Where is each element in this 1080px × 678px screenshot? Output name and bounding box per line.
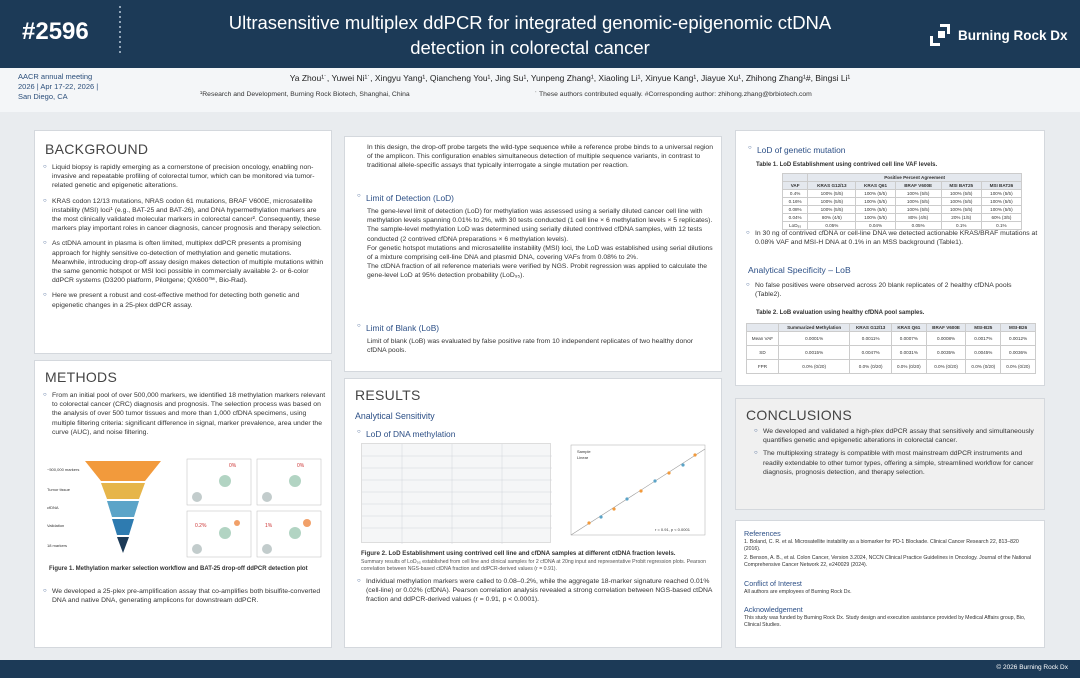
design-lod-panel — [344, 136, 722, 372]
results-panel — [344, 378, 722, 648]
plot-label-4: 1% — [265, 523, 273, 529]
background-bullet-1: ○ Liquid biopsy is rapidly emerging as a cornerstone of precision oncology, enabling non-invasive and repeatable profiling of colorectal tumor, which can be monitored via tumor-related genetic and epigenetic alterations. — [43, 163, 327, 191]
figure-2-note: Summary results of LoD₉₅ established from cell line and clinical samples for 2 cfDNA at 20ng input and representative Probit regression plots. Pearson correlation between NGS-based ctDNA fraction and ddPCR-derived values (r = 0.91). — [361, 559, 706, 572]
company-logo — [930, 22, 1068, 48]
ddpcr-plot-3 — [187, 511, 251, 557]
correlation-stat: r = 0.91, p < 0.0001 — [655, 527, 690, 532]
methods-bullet-2: ○ We developed a 25-plex pre-amplification assay that co-amplifies both bisulfite-converted DNA and native DNA, generating amplicons for downstream ddPCR. — [43, 587, 327, 605]
background-title: BACKGROUND — [45, 141, 149, 157]
table-1-head: BRAF V600E — [895, 182, 941, 190]
footer-bar — [0, 660, 1080, 678]
conclusions-panel — [735, 398, 1045, 510]
ddpcr-plot-4 — [257, 511, 321, 557]
table-2-title: Table 2. LoB evaluation using healthy cfDNA pool samples. — [756, 310, 925, 316]
funnel-tier-4 — [112, 519, 134, 535]
table-2-row: SD 0.0015% 0.0047% 0.0031% 0.0035% 0.0045% 0.0036% — [747, 346, 1036, 360]
lob-paragraph: Limit of blank (LoB) was evaluated by false positive rate from 10 independent replicates of two healthy donor cfDNA pools. — [367, 338, 694, 355]
table-1-subhead: Positive Percent Agreement — [808, 174, 1022, 182]
figure-2-caption: Figure 2. LoD Establishment using contrived cell line and cfDNA samples at different ctDNA fraction levels. — [361, 550, 676, 557]
table-1-row: LoD₉₅ 0.05% 0.04% 0.05% 0.1% 0.1% — [783, 222, 1022, 230]
lod-summary-table — [361, 443, 551, 543]
table-1-row: 0.4% 100% (5/5) 100% (5/5) 100% (5/5) 100% (5/5) 100% (5/5) — [783, 190, 1022, 198]
genetic-bullet-1: ○ In 30 ng of contrived cfDNA or cell-line DNA we detected actionable KRAS/BRAF mutations at 0.08% VAF and MSI-H DNA at 0.1% in an MSS background (Table1). — [746, 229, 1038, 247]
funnel-tier-5 — [117, 537, 129, 553]
funnel-tier-2 — [101, 483, 145, 499]
title-line-2: detection in colorectal cancer — [410, 37, 650, 58]
ddpcr-plot-1 — [187, 459, 251, 505]
references-panel — [735, 520, 1045, 648]
lod-paragraph-3: The ctDNA fraction of all reference materials were verified by NGS. Probit regression was applied to calculate the gene-level LoD at 95% detection probability (LoD₉₅). — [367, 263, 708, 280]
legend-linear: Linear — [577, 455, 589, 460]
table-1-head: KRAS G12/13 — [808, 182, 856, 190]
funnel-label-3: cfDNA — [47, 505, 59, 510]
reference-2: 2. Benson, A. B., et al. Colon Cancer, Version 3.2024, NCCN Clinical Practice Guidelines in Oncology. Journal of the National Comprehensive Cancer Network 22, e240029 (2024). — [744, 555, 1032, 568]
table-1-head: MSI BAT26 — [981, 182, 1021, 190]
table-1-head: MSI BAT25 — [941, 182, 981, 190]
figure-1-caption: Figure 1. Methylation marker selection workflow and BAT-25 drop-off ddPCR detection plot — [49, 566, 308, 572]
table-1-row: 0.08% 100% (5/5) 100% (5/5) 100% (5/5) 100% (5/5) 100% (5/5) — [783, 206, 1022, 214]
author-list: Ya Zhou¹˙, Yuwei Ni¹˙, Xingyu Yang¹, Qiancheng You¹, Jing Su¹, Yunpeng Zhang¹, Xiaoling Li¹, Xinyue Kang¹, Jiayue Xu¹, Zhihong Zhang¹#, Bingsi Li¹ — [289, 73, 851, 83]
table-2-head: Summarized Methylation — [778, 324, 850, 332]
specificity-bullet: ○ No false positives were observed across 20 blank replicates of 2 healthy cfDNA pools (Table2). — [746, 281, 1038, 299]
coi-text: All authors are employees of Burning Rock Dx. — [744, 589, 852, 595]
table-1-row: 0.04% 80% (4/5) 100% (5/5) 80% (4/5) 20% (1/5) 60% (3/5) — [783, 214, 1022, 222]
acknowledgement-text: This study was funded by Burning Rock Dx. Study design and execution assistance provided by Medical Affairs group, Bio, Clinical Studies. — [744, 615, 1026, 628]
background-bullet-3: ○ As ctDNA amount in plasma is often limited, multiplex ddPCR presents a promising approach for highly sensitive co-detection of methylation and genetic mutations. Meanwhile, introducing drop-off assay design makes detection of multiple mutations within the same genomic hotspot or MSI loci possible in commercially available 2- or 6-color ddPCR systems (D3200 platform, Pilotgene; QX600™, Bio-Rad). — [43, 239, 327, 285]
table-1-head: KRAS Q61 — [856, 182, 895, 190]
funnel-tier-1 — [85, 461, 161, 481]
conclusion-bullet-1: ○ We developed and validated a high-plex ddPCR assay that sensitively and simultaneously quantifies genetic and epigenetic alterations in colorectal cancer. — [754, 427, 1038, 445]
plot-label-2: 0% — [297, 463, 305, 469]
funnel-label-4: Validation — [47, 523, 65, 528]
lob-title: ○ Limit of Blank (LoB) — [357, 323, 439, 333]
background-panel — [34, 130, 332, 354]
poster-title — [180, 10, 880, 60]
table-2-head: KRAS Q61 — [891, 324, 926, 332]
conference-location: San Diego, CA — [18, 92, 68, 101]
methods-panel — [34, 360, 332, 648]
background-bullet-4: ○ Here we present a robust and cost-effective method for detecting both genetic and epigenetic changes in a 25-plex ddPCR assay. — [43, 291, 327, 309]
table-2 — [746, 323, 1036, 374]
conclusions-title: CONCLUSIONS — [746, 407, 852, 423]
plot-label-3: 0.2% — [195, 523, 207, 529]
logo-mark-icon — [930, 24, 952, 46]
genetic-lod-panel — [735, 130, 1045, 386]
methods-title: METHODS — [45, 369, 118, 385]
poster-header — [0, 0, 1080, 68]
funnel-label-5: 18 markers — [47, 543, 68, 548]
table-1-row: 0.16% 100% (5/5) 100% (5/5) 100% (5/5) 100% (5/5) 100% (5/5) — [783, 198, 1022, 206]
copyright: © 2026 Burning Rock Dx — [996, 664, 1068, 671]
drop-off-design-text: In this design, the drop-off probe targets the wild-type sequence while a reference probe binds to a universal region of the amplicon. This configuration enables simultaneous detection of multiple sequence variants, in contrast to traditional allele-specific assays that typically interrogate a single mutation per reaction. — [367, 144, 713, 170]
marker-selection-funnel — [45, 457, 165, 557]
poster-id: #2596 — [22, 18, 89, 45]
dot-divider — [116, 6, 124, 62]
title-line-1: Ultrasensitive multiplex ddPCR for integrated genomic-epigenomic ctDNA — [228, 12, 832, 33]
table-2-row: Mean VAF 0.0001% 0.0011% 0.0007% 0.0008% 0.0017% 0.0012% — [747, 332, 1036, 346]
conference-name: AACR annual meeting — [18, 72, 93, 81]
contribution-note: ˙ These authors contributed equally. #Corresponding author: zhihong.zhang@brbiotech.com — [535, 91, 812, 98]
funnel-tier-3 — [107, 501, 139, 517]
logo-text: Burning Rock Dx — [958, 27, 1068, 43]
methods-bullet-1: ○ From an initial pool of over 500,000 markers, we identified 18 methylation markers relevant to colorectal cancer (CRC) diagnosis and prognosis. The selection process was based on the analysis of over 500 tumor tissues and more than 1,000 cfDNA specimens, using multiple filtering criteria: significant difference in signal, marker prevalence, area under the curve (AUC), and noise filtering. — [43, 391, 327, 437]
table-1 — [782, 173, 1022, 230]
lod-genetic-title: ○ LoD of genetic mutation — [748, 145, 845, 155]
table-2-row: FPR 0.0% (0/20) 0.0% (0/20) 0.0% (0/20) 0.0% (0/20) 0.0% (0/20) 0.0% (0/20) — [747, 360, 1036, 374]
table-1-title: Table 1. LoD Establishment using contrived cell line VAF levels. — [756, 162, 938, 168]
conclusion-bullet-2: ○ The multiplexing strategy is compatible with most mainstream ddPCR instruments and readily extendable to other tumor types, offering a simple, streamlined workflow for cancer diagnosis, prognosis detection, and therapy selection. — [754, 449, 1038, 477]
conference-info — [18, 72, 128, 102]
acknowledgement-title: Acknowledgement — [744, 605, 803, 614]
specificity-title: Analytical Specificity – LoB — [748, 265, 851, 275]
results-bullet-1: ○ Individual methylation markers were called to 0.08–0.2%, while the aggregate 18-marker signature reached 0.01% (cell-line) or 0.02% (cfDNA). Pearson correlation analysis revealed a strong correlation between NGS-based ctDNA fraction and ddPCR-derived values (r = 0.91, p < 0.0001). — [357, 577, 713, 605]
table-1-head: VAF — [783, 182, 808, 190]
ddpcr-plot-2 — [257, 459, 321, 505]
references-title: References — [744, 529, 781, 538]
affiliation: ¹Research and Development, Burning Rock Biotech, Shanghai, China — [200, 91, 410, 98]
ddpcr-plot-grid — [185, 457, 325, 561]
author-bar — [0, 68, 1080, 112]
lod-title: ○ Limit of Detection (LoD) — [357, 193, 454, 203]
results-title: RESULTS — [355, 387, 421, 403]
background-bullet-2: ○ KRAS codon 12/13 mutations, NRAS codon 61 mutations, BRAF V600E, microsatellite instability (MSI) loci¹ (e.g., BAT-25 and BAT-26), and DNA hypermethylation markers are the most clinically validated molecular markers in colorectal cancer². Consequently, these markers play important roles in cancer diagnosis, cancer prognosis and therapy selection. — [43, 197, 327, 234]
table-2-head: KRAS G12/13 — [850, 324, 892, 332]
table-2-head: BRAF V600E — [926, 324, 966, 332]
table-2-head: MSI-B25 — [966, 324, 1001, 332]
lod-paragraph-2: For genetic hotspot mutations and microsatellite instability (MSI) loci, the LoD was established using serial dilutions of a mixture comprising cell-line DNA and plasmid DNA, covering VAFs from 0.08% to 2%. — [367, 244, 713, 262]
table-2-head — [747, 324, 779, 332]
plot-label-1: 0% — [229, 463, 237, 469]
ddpcr-scatter-plots — [185, 457, 325, 561]
conference-dates: 2026 | Apr 17-22, 2026 | — [18, 82, 99, 91]
reference-1: 1. Boland, C. R. et al. Microsatellite instability as a biomarker for PD-1 Blockade. Clinical Cancer Research 22, 813–820 (2016). — [744, 539, 1019, 552]
lod-paragraph-1: The gene-level limit of detection (LoD) for methylation was assessed using a serially diluted cancer cell line with methylation levels spanning 0.01% to 2%, with 30 tests conducted (1 cell line × 6 methylation levels × 5 replicates). The sample-level methylation LoD was determined using serially diluted contrived cfDNA samples, with 12 tests conducted (2 contrived cfDNA preparations × 6 methylation levels). — [367, 208, 713, 243]
coi-title: Conflict of Interest — [744, 579, 802, 588]
legend-sample: Sample — [577, 449, 591, 454]
lod-methylation-title: ○ LoD of DNA methylation — [357, 429, 455, 439]
correlation-plot — [559, 443, 709, 545]
analytical-sensitivity-title: Analytical Sensitivity — [355, 411, 435, 421]
funnel-label-1: ~500,000 markers — [47, 467, 80, 472]
table-2-head: MSI-B26 — [1001, 324, 1036, 332]
funnel-label-2: Tumor tissue — [47, 487, 70, 492]
